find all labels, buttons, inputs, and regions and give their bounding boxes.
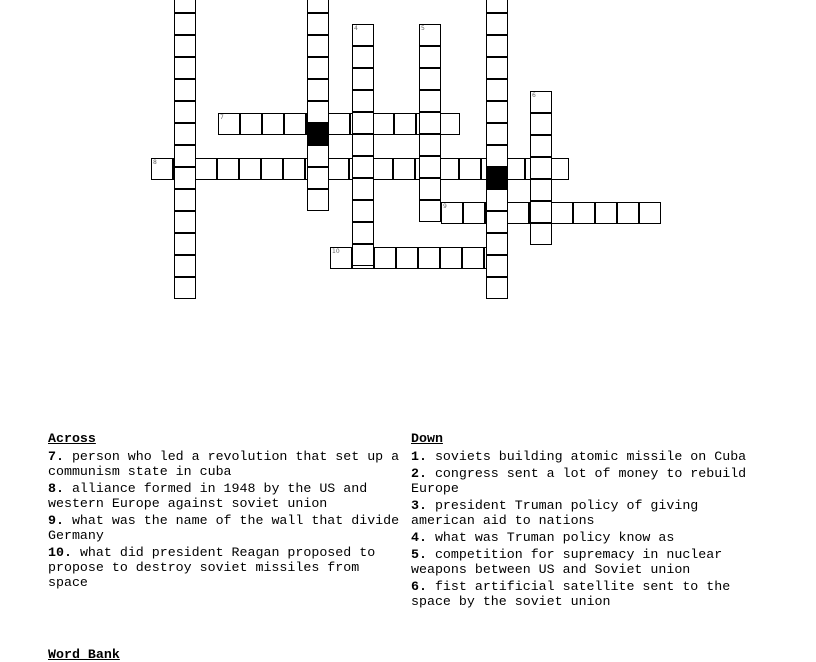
down-heading: Down: [411, 431, 443, 446]
grid-cell[interactable]: [352, 178, 374, 200]
clue-number-label: 9: [443, 203, 447, 210]
grid-cell[interactable]: [307, 167, 329, 189]
grid-cell[interactable]: [440, 247, 462, 269]
grid-cell[interactable]: [151, 158, 173, 180]
grid-cell[interactable]: [352, 24, 374, 46]
grid-cell[interactable]: [307, 79, 329, 101]
grid-cell[interactable]: [463, 202, 485, 224]
grid-cell[interactable]: [530, 179, 552, 201]
grid-cell[interactable]: [352, 244, 374, 266]
grid-cell[interactable]: [441, 202, 463, 224]
across-heading: Across: [48, 431, 96, 446]
clue-down-6: 6. fist artificial satellite sent to the space by the soviet union: [411, 579, 731, 609]
grid-cell[interactable]: [530, 113, 552, 135]
crossword-grid: [0, 0, 816, 320]
grid-cell[interactable]: [284, 113, 306, 135]
grid-cell[interactable]: [617, 202, 639, 224]
grid-cell[interactable]: [396, 247, 418, 269]
clue-down-3: 3. president Truman policy of giving american aid to nations: [411, 498, 699, 528]
grid-cell[interactable]: [174, 189, 196, 211]
grid-cell[interactable]: [261, 158, 283, 180]
grid-cell[interactable]: [307, 13, 329, 35]
grid-cell[interactable]: [174, 79, 196, 101]
grid-cell[interactable]: [174, 0, 196, 13]
grid-cell[interactable]: [530, 223, 552, 245]
grid-cell[interactable]: [486, 101, 508, 123]
grid-cell[interactable]: [307, 101, 329, 123]
grid-cell[interactable]: [307, 189, 329, 211]
grid-cell[interactable]: [174, 145, 196, 167]
grid-cell[interactable]: [486, 255, 508, 277]
grid-cell[interactable]: [486, 211, 508, 233]
clue-number-label: 8: [153, 159, 157, 166]
grid-cell[interactable]: [486, 79, 508, 101]
clue-down-5: 5. competition for supremacy in nuclear weapons between US and Soviet union: [411, 547, 723, 577]
grid-cell[interactable]: [419, 156, 441, 178]
clue-number-label: 10: [332, 248, 340, 255]
grid-cell[interactable]: [372, 113, 394, 135]
grid-cell[interactable]: [371, 158, 393, 180]
grid-cell[interactable]: [507, 202, 529, 224]
grid-cell[interactable]: [174, 57, 196, 79]
grid-cell[interactable]: [174, 211, 196, 233]
grid-cell[interactable]: [239, 158, 261, 180]
grid-cell[interactable]: [393, 158, 415, 180]
grid-cell[interactable]: [328, 113, 350, 135]
clue-number-label: 7: [220, 114, 224, 121]
grid-cell[interactable]: [418, 247, 440, 269]
grid-cell[interactable]: [419, 200, 441, 222]
grid-cell[interactable]: [307, 35, 329, 57]
grid-cell[interactable]: [486, 13, 508, 35]
grid-cell[interactable]: [486, 277, 508, 299]
grid-cell[interactable]: [486, 145, 508, 167]
grid-cell[interactable]: [459, 158, 481, 180]
grid-cell[interactable]: [419, 68, 441, 90]
grid-cell[interactable]: [419, 46, 441, 68]
clue-across-8: 8. alliance formed in 1948 by the US and western Europe against soviet union: [48, 481, 368, 511]
grid-cell[interactable]: [486, 189, 508, 211]
grid-cell[interactable]: [174, 101, 196, 123]
clue-down-4: 4. what was Truman policy know as: [411, 530, 675, 545]
grid-cell[interactable]: [573, 202, 595, 224]
grid-cell[interactable]: [530, 157, 552, 179]
grid-cell[interactable]: [352, 90, 374, 112]
grid-cell[interactable]: [419, 134, 441, 156]
grid-cell[interactable]: [352, 200, 374, 222]
grid-cell[interactable]: [352, 134, 374, 156]
clue-number-label: 6: [532, 92, 536, 99]
clue-down-1: 1. soviets building atomic missile on Cuba: [411, 449, 747, 464]
grid-cell-blocked: [307, 123, 329, 145]
grid-cell[interactable]: [283, 158, 305, 180]
grid-cell[interactable]: [352, 46, 374, 68]
clue-number-label: 5: [421, 25, 425, 32]
grid-cell[interactable]: [486, 35, 508, 57]
word-bank-heading: Word Bank: [48, 647, 120, 662]
grid-cell[interactable]: [195, 158, 217, 180]
clue-across-7: 7. person who led a revolution that set up a communism state in cuba: [48, 449, 400, 479]
grid-cell[interactable]: [438, 113, 460, 135]
grid-cell[interactable]: [307, 57, 329, 79]
grid-cell[interactable]: [486, 0, 508, 13]
grid-cell[interactable]: [419, 112, 441, 134]
grid-cell[interactable]: [486, 57, 508, 79]
grid-cell[interactable]: [174, 167, 196, 189]
grid-cell[interactable]: [174, 233, 196, 255]
grid-cell[interactable]: [307, 145, 329, 167]
across-clues: [48, 431, 404, 592]
grid-cell[interactable]: [174, 123, 196, 145]
grid-cell[interactable]: [307, 0, 329, 13]
grid-cell[interactable]: [530, 91, 552, 113]
grid-cell[interactable]: [240, 113, 262, 135]
grid-cell[interactable]: [374, 247, 396, 269]
grid-cell[interactable]: [486, 123, 508, 145]
grid-cell[interactable]: [174, 277, 196, 299]
clue-across-10: 10. what did president Reagan proposed to propose to destroy soviet missiles from space: [48, 545, 376, 590]
grid-cell[interactable]: [352, 68, 374, 90]
grid-cell[interactable]: [486, 233, 508, 255]
grid-cell[interactable]: [352, 112, 374, 134]
grid-cell[interactable]: [530, 135, 552, 157]
grid-cell[interactable]: [327, 158, 349, 180]
grid-cell[interactable]: [352, 156, 374, 178]
grid-cell[interactable]: [174, 255, 196, 277]
clue-number-label: 4: [354, 25, 358, 32]
grid-cell[interactable]: [352, 222, 374, 244]
clue-down-2: 2. congress sent a lot of money to rebuild Europe: [411, 466, 747, 496]
grid-cell[interactable]: [330, 247, 352, 269]
grid-cell[interactable]: [419, 178, 441, 200]
grid-cell[interactable]: [174, 13, 196, 35]
down-clues: [411, 431, 761, 611]
grid-cell[interactable]: [394, 113, 416, 135]
grid-cell[interactable]: [595, 202, 617, 224]
grid-cell[interactable]: [218, 113, 240, 135]
grid-cell[interactable]: [217, 158, 239, 180]
grid-cell[interactable]: [262, 113, 284, 135]
grid-cell[interactable]: [639, 202, 661, 224]
grid-cell[interactable]: [174, 35, 196, 57]
grid-cell[interactable]: [551, 202, 573, 224]
clue-across-9: 9. what was the name of the wall that divide Germany: [48, 513, 400, 543]
grid-cell[interactable]: [419, 24, 441, 46]
grid-cell-blocked: [486, 167, 508, 189]
grid-cell[interactable]: [462, 247, 484, 269]
grid-cell[interactable]: [530, 201, 552, 223]
grid-cell[interactable]: [419, 90, 441, 112]
